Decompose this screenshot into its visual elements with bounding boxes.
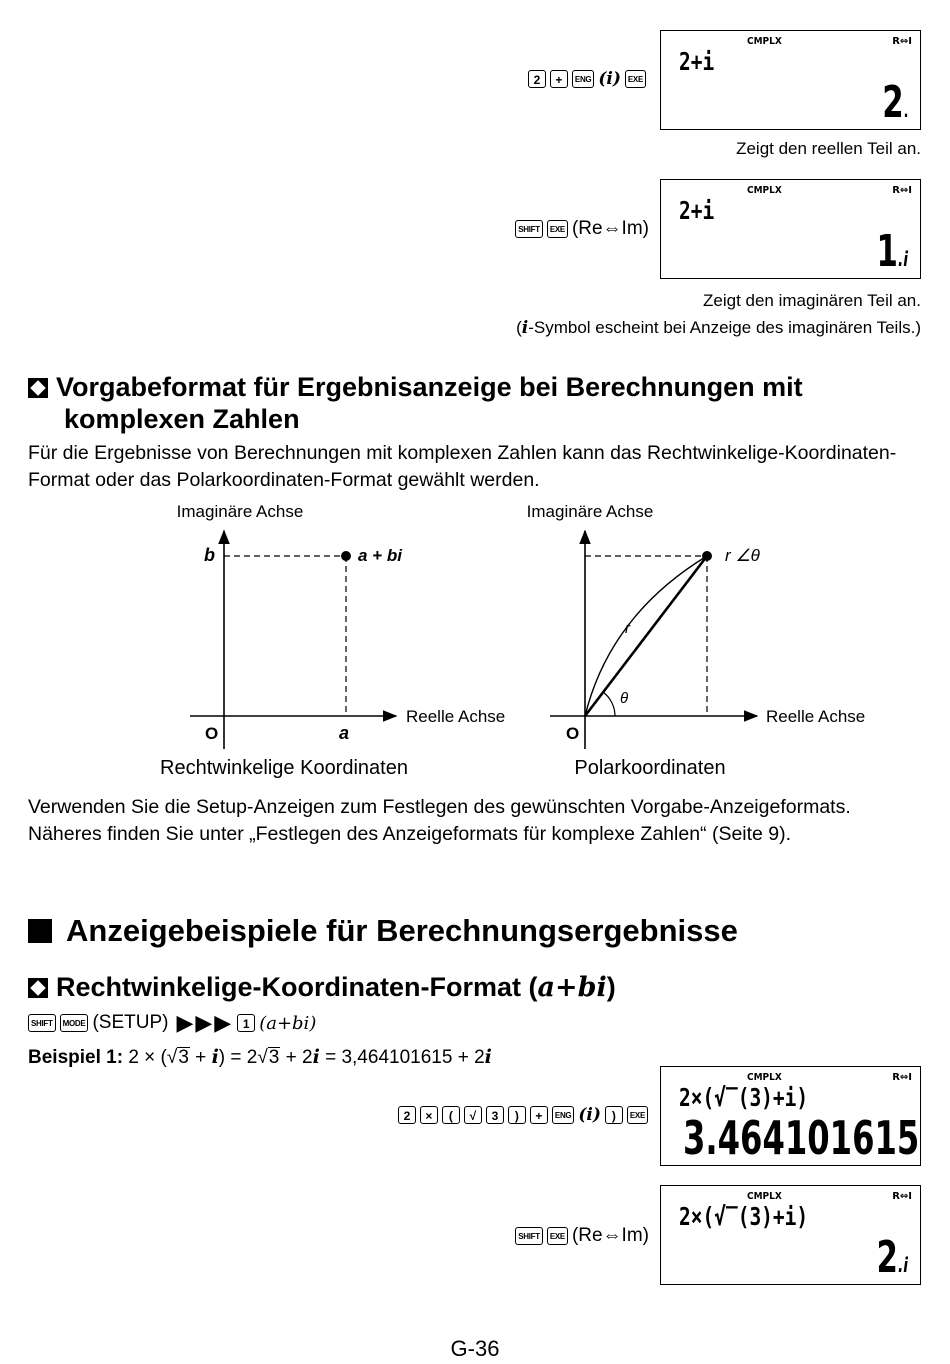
section-title-rectangular-format: Rechtwinkelige-Koordinaten-Format (a+bi) [28,971,616,1004]
calculator-display-step3 [660,1066,921,1166]
key-i-label: (i) [598,69,621,89]
polar-point-label: r ∠θ [725,546,760,565]
key-eng[interactable]: ENG [572,70,594,88]
key-close-paren[interactable]: ) [508,1106,526,1124]
polar-point [702,551,712,561]
section-title-default-format: Vorgabeformat für Ergebnisanzeige bei Berechnungen mit komplexen Zahlen [28,371,803,435]
calculator-display-step2 [660,179,921,279]
setup-label: (SETUP) [92,1012,169,1033]
caption-real-part: Zeigt den reellen Teil an. [736,139,921,158]
diamond-icon [28,378,48,398]
rect-point [341,551,351,561]
polar-theta-label: θ [620,690,629,707]
diamond-icon [28,978,48,998]
display-result: 3.464101615 [683,1111,920,1165]
key-sequence-step3 [398,1105,652,1125]
cmplx-indicator: CMPLX [747,1072,782,1083]
key-i-label: (i) [578,1105,601,1125]
mode-indicator: R⇔I [892,185,912,196]
key-exe[interactable]: EXE [547,220,568,238]
paragraph-setup-screens: Verwenden Sie die Setup-Anzeigen zum Festlegen des gewünschten Vorgabe-Anzeigeformats. Näheres finden Sie unter „Festlegen des Anzeigeformats für komplexe Zahlen“ (Seite 9). [28,796,851,845]
key-exe[interactable]: EXE [627,1106,648,1124]
mode-indicator: R⇔I [892,1072,912,1083]
setup-option-label: (a+bi) [259,1012,317,1034]
rectangular-diagram [160,502,505,779]
coordinate-diagrams [0,495,950,785]
key-eng[interactable]: ENG [552,1106,574,1124]
rect-x-axis-label: Reelle Achse [406,707,506,726]
right-arrow-icon[interactable]: ▶ [176,1010,194,1035]
key-shift[interactable]: SHIFT [28,1014,56,1032]
polar-caption: Polarkoordinaten [574,757,726,779]
square-bullet-icon [28,919,52,943]
key-3[interactable]: 3 [486,1106,504,1124]
display-expression: 2+i [679,47,715,76]
polar-x-axis-label: Reelle Achse [766,707,866,726]
rect-point-label: a + bi [358,546,402,565]
rect-origin-label: O [205,724,219,743]
section-title-display-examples: Anzeigebeispiele für Berechnungsergebnisse [28,913,738,949]
key-multiply[interactable]: × [420,1106,438,1124]
key-1[interactable]: 1 [237,1014,255,1032]
example1-formula: Beispiel 1: 2 × (√3 + i) = 2√3 + 2i = 3,464101615 + 2i [28,1046,492,1068]
key-2[interactable]: 2 [398,1106,416,1124]
re-im-label: (Re⇔Im) [571,218,649,239]
rect-b-label: b [204,545,215,565]
calculator-display-step4 [660,1185,921,1285]
cmplx-indicator: CMPLX [747,36,782,47]
key-sequence-step4 [515,1225,653,1247]
display-result: 1.i [876,226,908,277]
key-sequence-step2 [515,218,653,240]
polar-y-axis-label: Imaginäre Achse [526,502,654,521]
key-close-paren[interactable]: ) [605,1106,623,1124]
key-sqrt[interactable]: √ [464,1106,482,1124]
key-mode[interactable]: MODE [60,1014,89,1032]
polar-r-label: r [625,620,630,637]
rect-caption: Rechtwinkelige Koordinaten [160,757,408,779]
display-expression: 2×(√‾(3)+i) [679,1083,809,1112]
display-expression: 2+i [679,196,715,225]
right-arrow-icon[interactable]: ▶ [214,1010,232,1035]
cmplx-indicator: CMPLX [747,185,782,196]
key-sequence-step1 [528,69,650,89]
key-2[interactable]: 2 [528,70,546,88]
polar-theta-arc [603,692,615,716]
mode-indicator: R⇔I [892,1191,912,1202]
key-plus[interactable]: + [550,70,568,88]
caption-imaginary-part: Zeigt den imaginären Teil an. [703,291,921,310]
page-number: G-36 [450,1336,500,1361]
polar-diagram [527,502,866,779]
rect-y-axis-label: Imaginäre Achse [176,502,304,521]
key-exe[interactable]: EXE [547,1227,568,1245]
caption-i-symbol: (i-Symbol escheint bei Anzeige des imaginären Teils.) [516,318,921,338]
paragraph-format-choice: Für die Ergebnisse von Berechnungen mit komplexen Zahlen kann das Rechtwinkelige-Koordinaten-Format oder das Polarkoordinaten-Format gewählt werden. [28,442,897,491]
cmplx-indicator: CMPLX [747,1191,782,1202]
key-shift[interactable]: SHIFT [515,220,543,238]
key-exe[interactable]: EXE [625,70,646,88]
key-shift[interactable]: SHIFT [515,1227,543,1245]
re-im-label: (Re⇔Im) [571,1225,649,1246]
right-arrow-icon[interactable]: ▶ [195,1010,213,1035]
display-result: 2.i [876,1232,908,1283]
calculator-display-step1 [660,30,921,130]
setup-key-sequence [28,1010,320,1036]
key-plus[interactable]: + [530,1106,548,1124]
display-result: 2. [881,77,908,128]
display-expression: 2×(√‾(3)+i) [679,1202,809,1231]
polar-origin-label: O [566,724,580,743]
mode-indicator: R⇔I [892,36,912,47]
key-open-paren[interactable]: ( [442,1106,460,1124]
rect-a-label: a [339,723,350,743]
